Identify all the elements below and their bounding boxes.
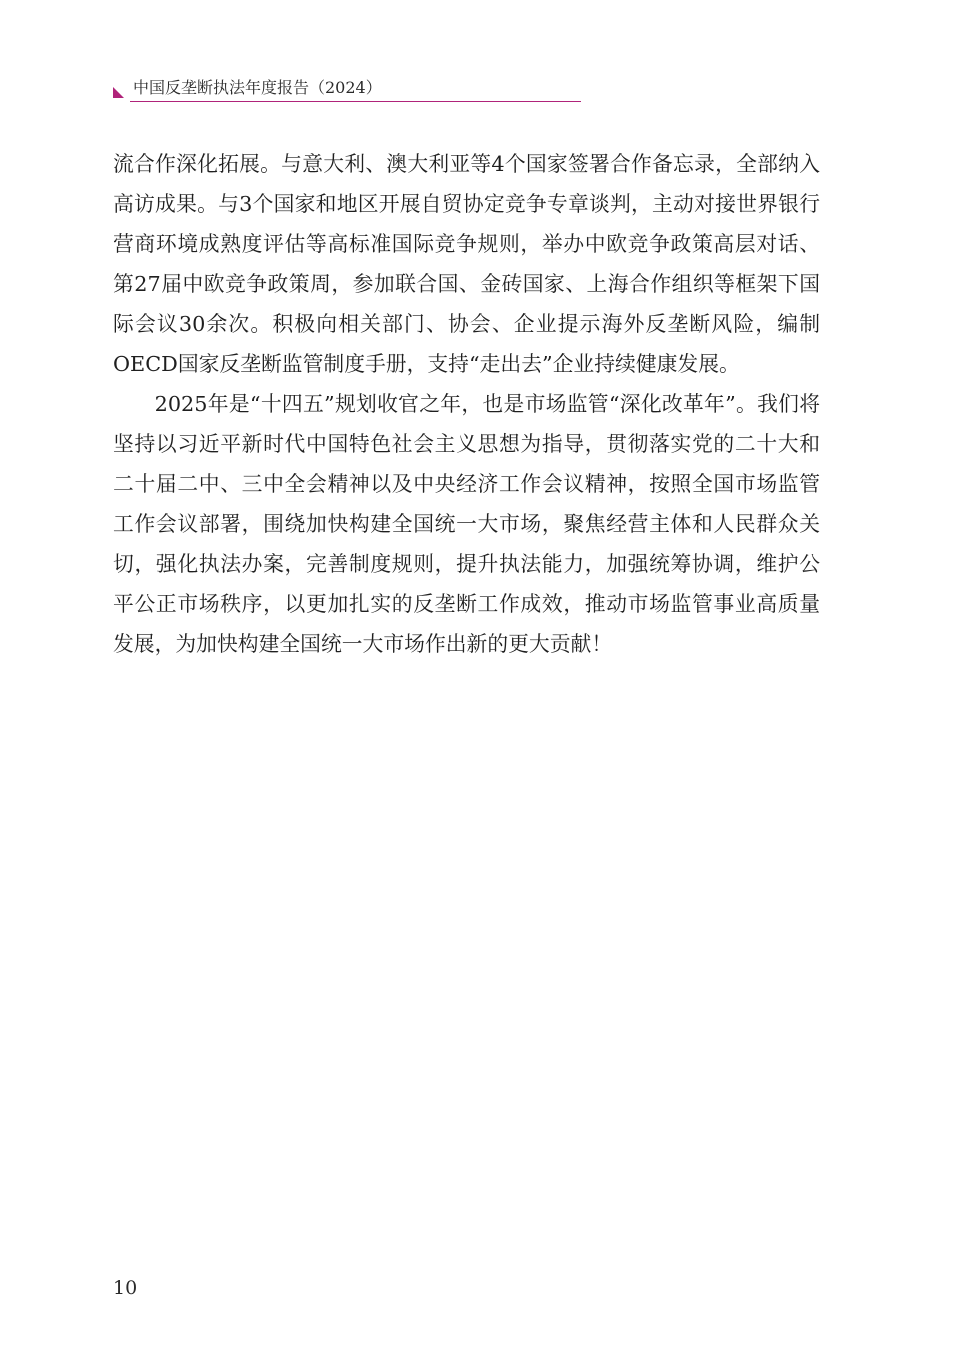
- header-rule: [130, 101, 581, 102]
- corner-triangle-icon: [113, 87, 124, 98]
- running-header: [113, 78, 581, 104]
- header-title: 中国反垄断执法年度报告（2024）: [133, 78, 382, 97]
- paragraph-continued: 流合作深化拓展。与意大利、澳大利亚等4个国家签署合作备忘录，全部纳入高访成果。与3个国家和地区开展自贸协定竞争专章谈判，主动对接世界银行营商环境成熟度评估等高标准国际竞争规则，举办中欧竞争政策高层对话、第27届中欧竞争政策周，参加联合国、金砖国家、上海合作组织等框架下国际会议30余次。积极向相关部门、协会、企业提示海外反垄断风险，编制OECD国家反垄断监管制度手册，支持“走出去”企业持续健康发展。: [113, 152, 820, 376]
- body-text: [113, 144, 820, 664]
- paragraph: 2025年是“十四五”规划收官之年，也是市场监管“深化改革年”。我们将坚持以习近平新时代中国特色社会主义思想为指导，贯彻落实党的二十大和二十届二中、三中全会精神以及中央经济工作会议精神，按照全国市场监管工作会议部署，围绕加快构建全国统一大市场，聚焦经营主体和人民群众关切，强化执法办案，完善制度规则，提升执法能力，加强统筹协调，维护公平公正市场秩序，以更加扎实的反垄断工作成效，推动市场监管事业高质量发展，为加快构建全国统一大市场作出新的更大贡献！: [113, 392, 820, 656]
- page-number: 10: [113, 1277, 138, 1299]
